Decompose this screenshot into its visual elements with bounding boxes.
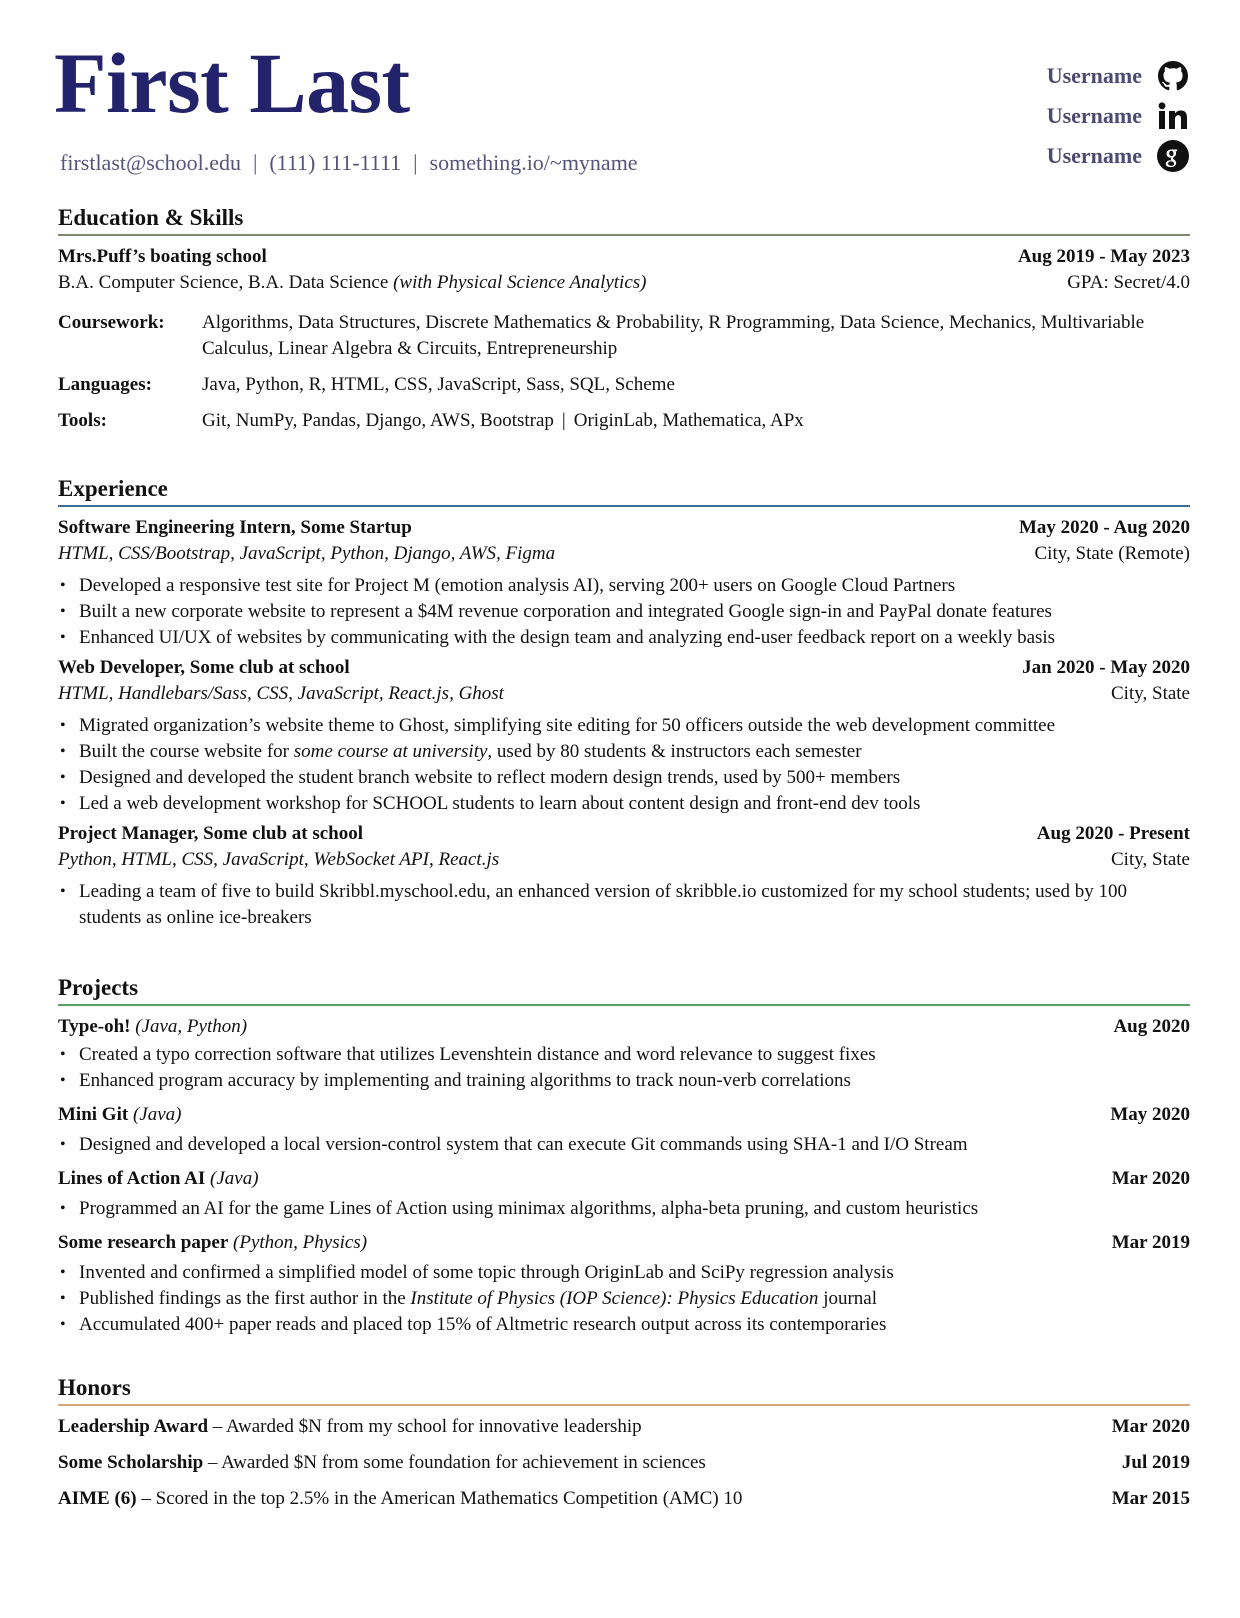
scholar-username: Username — [1046, 143, 1142, 168]
job-header — [58, 657, 1190, 683]
experience-heading: Experience — [58, 477, 1190, 507]
languages-list: Java, Python, R, HTML, CSS, JavaScript, Sass, SQL, Scheme — [202, 374, 675, 395]
bullet-text: , used by 80 students & instructors each semester — [487, 741, 862, 762]
school-row — [58, 246, 1190, 272]
google-scholar-icon — [1156, 139, 1190, 173]
project-title — [58, 1232, 367, 1254]
project-bullets — [58, 1196, 1190, 1222]
honor-text — [58, 1416, 642, 1438]
project-name: Lines of Action AI — [58, 1168, 206, 1189]
list-item: • Programmed an AI for the game Lines of Action using minimax algorithms, alpha-beta pruning, and custom heuristics — [58, 1196, 1190, 1222]
bullet-text: Built the course website for — [79, 741, 294, 762]
project-tech: (Java) — [205, 1168, 259, 1189]
list-item: • Developed a responsive test site for Project M (emotion analysis AI), serving 200+ users on Google Cloud Partners — [58, 573, 1190, 599]
degree — [58, 272, 647, 294]
project-name: Some research paper — [58, 1232, 229, 1253]
job-entry — [58, 657, 1190, 817]
project-header — [58, 1016, 1190, 1042]
project-name: Mini Git — [58, 1104, 129, 1125]
project-name: Type-oh! — [58, 1016, 131, 1037]
project-entry — [58, 1168, 1190, 1222]
honor-text — [58, 1488, 742, 1510]
job-title — [58, 517, 412, 539]
resume-page — [54, 0, 1190, 1618]
project-entry — [58, 1104, 1190, 1158]
honor-date: Jul 2019 — [1121, 1452, 1190, 1473]
coursework-list: Algorithms, Data Structures, Discrete Mathematics & Probability, R Programming, Data Science, Mechanics, Multivariable Calculus, Linear Algebra & Circuits, Entrepreneurship — [202, 312, 1145, 359]
job-stack: HTML, Handlebars/Sass, CSS, JavaScript, React.js, Ghost — [58, 683, 504, 704]
job-dates: May 2020 - Aug 2020 — [1019, 517, 1190, 538]
job-stack: Python, HTML, CSS, JavaScript, WebSocket API, React.js — [58, 849, 500, 870]
honor-row — [58, 1452, 1190, 1488]
job-role: Software Engineering Intern — [58, 517, 291, 538]
job-bullets — [58, 879, 1190, 931]
linkedin-username: Username — [1046, 103, 1142, 128]
project-bullets — [58, 1042, 1190, 1094]
list-item: • Designed and developed a local version-control system that can execute Git commands using SHA-1 and I/O Stream — [58, 1132, 1190, 1158]
job-role: Project Manager — [58, 823, 194, 844]
github-link[interactable] — [970, 56, 1190, 96]
job-bullets — [58, 713, 1190, 817]
website-link[interactable]: something.io/~myname — [429, 150, 638, 175]
honor-name: Some Scholarship — [58, 1452, 204, 1473]
honors-section — [58, 1376, 1190, 1524]
project-header — [58, 1104, 1190, 1132]
languages-row — [58, 372, 1190, 398]
job-bullets — [58, 573, 1190, 651]
tools-lab: OriginLab, Mathematica, APx — [573, 410, 804, 431]
list-item: • Enhanced program accuracy by implementing and training algorithms to track noun-verb correlations — [58, 1068, 1190, 1094]
social-links — [970, 56, 1190, 176]
honor-desc: – Awarded $N from some foundation for achievement in sciences — [203, 1452, 706, 1473]
phone-number: (111) 111-1111 — [269, 150, 402, 175]
job-location: City, State — [1111, 849, 1190, 870]
job-org: , Some Startup — [290, 517, 412, 538]
separator: | — [413, 150, 418, 175]
degree-note: (with Physical Science Analytics) — [393, 272, 647, 293]
job-org: , Some club at school — [180, 657, 350, 678]
list-item: • Invented and confirmed a simplified model of some topic through OriginLab and SciPy regression analysis — [58, 1260, 1190, 1286]
separator: | — [252, 150, 258, 175]
candidate-name: First Last — [54, 35, 410, 131]
list-item: • Enhanced UI/UX of websites by communicating with the design team and analyzing end-user feedback report on a weekly basis — [58, 625, 1190, 651]
school-name: Mrs.Puff’s boating school — [58, 246, 267, 267]
list-item: • Designed and developed the student branch website to reflect modern design trends, used by 500+ members — [58, 765, 1190, 791]
project-bullets — [58, 1260, 1190, 1338]
tools-software: Git, NumPy, Pandas, Django, AWS, Bootstrap — [202, 410, 554, 431]
project-header — [58, 1168, 1190, 1196]
list-item: • Accumulated 400+ paper reads and placed top 15% of Altmetric research output across its contemporaries — [58, 1312, 1190, 1338]
job-location: City, State (Remote) — [1034, 543, 1190, 564]
honor-row — [58, 1416, 1190, 1452]
project-entry — [58, 1016, 1190, 1094]
project-tech: (Java, Python) — [130, 1016, 248, 1037]
project-tech: (Java) — [128, 1104, 182, 1125]
course-name: some course at university — [293, 741, 488, 762]
honor-row — [58, 1488, 1190, 1524]
honor-date: Mar 2020 — [1111, 1416, 1190, 1437]
job-stack: HTML, CSS/Bootstrap, JavaScript, Python, Django, AWS, Figma — [58, 543, 556, 564]
gpa: GPA: Secret/4.0 — [1067, 272, 1190, 293]
list-item: • Created a typo correction software that utilizes Levenshtein distance and word relevance to suggest fixes — [58, 1042, 1190, 1068]
project-date: Mar 2019 — [1111, 1232, 1190, 1253]
job-dates: Jan 2020 - May 2020 — [1022, 657, 1190, 678]
job-dates: Aug 2020 - Present — [1036, 823, 1190, 844]
honor-desc: – Awarded $N from my school for innovative leadership — [208, 1416, 642, 1437]
project-header — [58, 1232, 1190, 1260]
project-title — [58, 1168, 259, 1190]
job-title — [58, 823, 363, 845]
project-tech: (Python, Physics) — [228, 1232, 368, 1253]
project-bullets — [58, 1132, 1190, 1158]
bullet-text: Published findings as the first author in the — [79, 1288, 411, 1309]
separator: | — [561, 410, 566, 431]
education-section — [58, 206, 1190, 434]
job-entry — [58, 517, 1190, 651]
job-location: City, State — [1111, 683, 1190, 704]
tools-row — [58, 408, 1190, 434]
project-entry — [58, 1232, 1190, 1338]
list-item: • Led a web development workshop for SCHOOL students to learn about content design and front-end dev tools — [58, 791, 1190, 817]
list-item: • Leading a team of five to build Skribbl.myschool.edu, an enhanced version of skribble.io customized for my school students; used by 100 students as online ice-breakers — [58, 879, 1170, 931]
job-subheader — [58, 543, 1190, 569]
job-header — [58, 823, 1190, 849]
linkedin-icon — [1156, 99, 1190, 133]
project-date: May 2020 — [1110, 1104, 1190, 1125]
coursework-row — [58, 310, 1190, 362]
honor-date: Mar 2015 — [1111, 1488, 1190, 1509]
honor-text — [58, 1452, 706, 1474]
projects-section — [58, 976, 1190, 1338]
job-subheader — [58, 683, 1190, 709]
degree-row — [58, 272, 1190, 298]
job-title — [58, 657, 350, 679]
project-title — [58, 1016, 247, 1038]
job-org: , Some club at school — [193, 823, 364, 844]
project-date: Mar 2020 — [1111, 1168, 1190, 1189]
project-date: Aug 2020 — [1113, 1016, 1190, 1037]
journal-name: Institute of Physics (IOP Science): Physics Education — [410, 1288, 819, 1309]
honor-name: Leadership Award — [58, 1416, 209, 1437]
honors-heading: Honors — [58, 1376, 1190, 1406]
honor-name: AIME (6) — [58, 1488, 137, 1509]
projects-heading: Projects — [58, 976, 1190, 1006]
coursework-label: Coursework: — [58, 312, 165, 333]
list-item: • Built a new corporate website to represent a $4M revenue corporation and integrated Google sign-in and PayPal donate features — [58, 599, 1190, 625]
languages-label: Languages: — [58, 374, 152, 395]
education-dates: Aug 2019 - May 2023 — [1017, 246, 1190, 267]
degree-name: B.A. Computer Science, B.A. Data Science — [58, 272, 394, 293]
contact-line — [60, 150, 638, 176]
google-scholar-link[interactable] — [970, 136, 1190, 176]
linkedin-link[interactable] — [970, 96, 1190, 136]
bullet-text: journal — [818, 1288, 878, 1309]
email-link[interactable]: firstlast@school.edu — [60, 150, 241, 175]
list-item: • Migrated organization’s website theme to Ghost, simplifying site editing for 50 officers outside the web development committee — [58, 713, 1190, 739]
list-item — [58, 739, 1190, 765]
job-subheader — [58, 849, 1190, 875]
list-item — [58, 1286, 1190, 1312]
tools-label: Tools: — [58, 410, 107, 431]
github-username: Username — [1046, 63, 1142, 88]
project-title — [58, 1104, 181, 1126]
job-role: Web Developer — [58, 657, 181, 678]
honor-desc: – Scored in the top 2.5% in the American Mathematics Competition (AMC) 10 — [136, 1488, 743, 1509]
github-icon — [1156, 59, 1190, 93]
education-heading: Education & Skills — [58, 206, 1190, 236]
tools-list — [202, 408, 1190, 434]
job-header — [58, 517, 1190, 543]
job-entry — [58, 823, 1190, 931]
experience-section — [58, 477, 1190, 931]
